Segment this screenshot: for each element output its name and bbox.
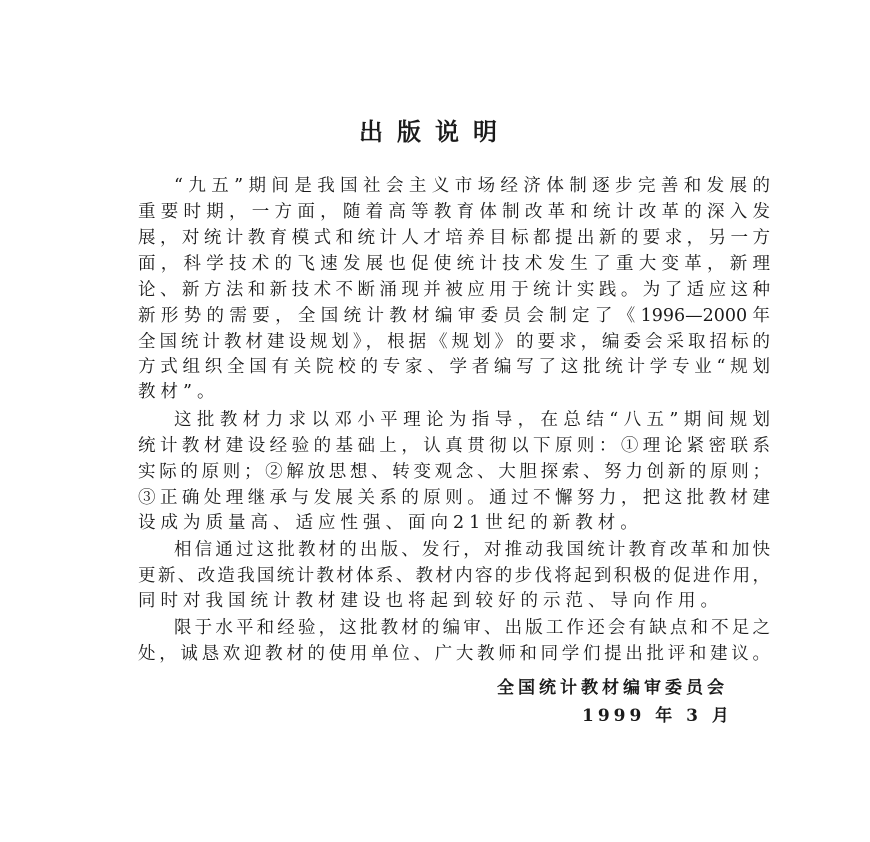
signature-date: 1999 年 3 月 [582,706,733,726]
text-line: 设成为质量高、适应性强、面向21世纪的新教材。 [138,513,643,533]
text-line: 新形势的需要，全国统计教材编审委员会制定了《1996—2000年 [138,306,770,326]
text-line: “九五”期间是我国社会主义市场经济体制逐步完善和发展的 [174,176,770,196]
text-line: 更新、改造我国统计教材体系、教材内容的步伐将起到积极的促进作用， [138,566,770,586]
text-line: 全国统计教材建设规划》，根据《规划》的要求，编委会采取招标的 [138,332,770,352]
text-line: 面，科学技术的飞速发展也促使统计技术发生了重大变革，新理 [138,254,770,274]
text-line: 统计教材建设经验的基础上，认真贯彻以下原则：①理论紧密联系 [138,436,770,456]
text-line: 这批教材力求以邓小平理论为指导，在总结“八五”期间规划 [174,410,770,430]
text-line: 同时对我国统计教材建设也将起到较好的示范、导向作用。 [138,591,723,611]
text-line: 处，诚恳欢迎教材的使用单位、广大教师和同学们提出批评和建议。 [138,644,770,664]
text-line: 重要时期，一方面，随着高等教育体制改革和统计改革的深入发 [138,202,770,222]
text-line: 教材”。 [138,382,220,402]
text-line: 方式组织全国有关院校的专家、学者编写了这批统计学专业“规划 [138,357,770,377]
text-line: ③正确处理继承与发展关系的原则。通过不懈努力，把这批教材建 [138,488,770,508]
text-line: 相信通过这批教材的出版、发行，对推动我国统计教育改革和加快 [174,540,770,560]
text-line: 实际的原则；②解放思想、转变观念、大胆探索、努力创新的原则； [138,462,770,482]
text-line: 展，对统计教育模式和统计人才培养目标都提出新的要求，另一方 [138,228,770,248]
signature-organization: 全国统计教材编审委员会 [497,678,728,698]
text-line: 限于水平和经验，这批教材的编审、出版工作还会有缺点和不足之 [174,618,770,638]
text-line: 论、新方法和新技术不断涌现并被应用于统计实践。为了适应这种 [138,280,770,300]
page-title: 出版说明 [359,117,511,146]
